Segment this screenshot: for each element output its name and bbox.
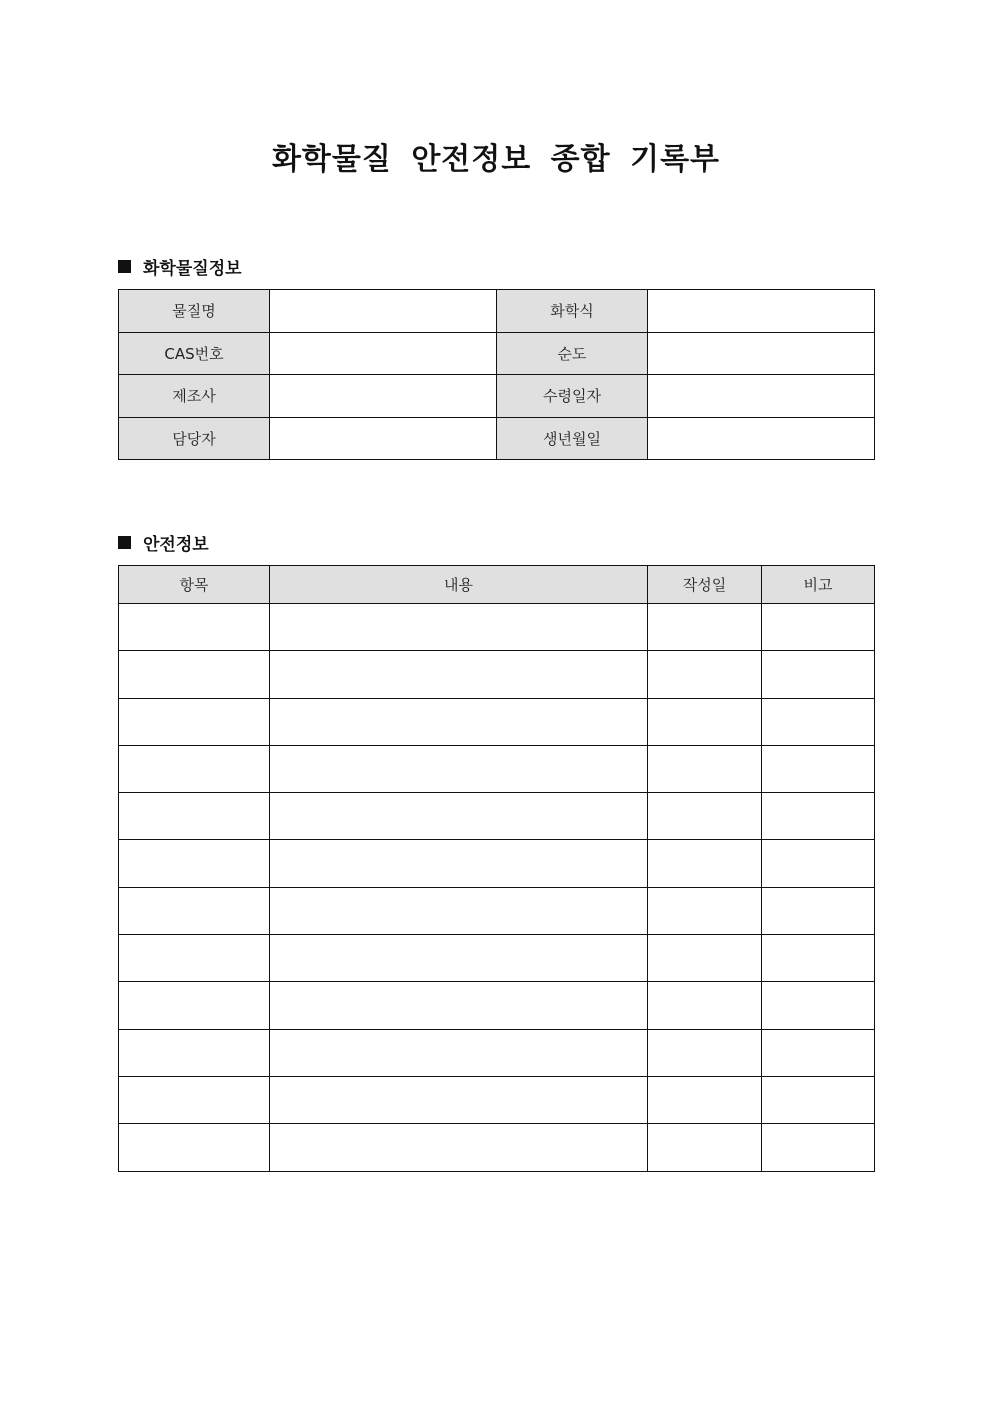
field-value-input[interactable] [270, 375, 497, 418]
date-cell[interactable] [648, 651, 762, 698]
field-value-input[interactable] [270, 290, 497, 333]
content-cell[interactable] [270, 840, 648, 887]
chemical-info-table [118, 289, 875, 460]
content-cell[interactable] [270, 1124, 648, 1171]
content-cell[interactable] [270, 1076, 648, 1123]
note-cell[interactable] [762, 1124, 875, 1171]
date-cell[interactable] [648, 698, 762, 745]
note-cell[interactable] [762, 745, 875, 792]
item-cell[interactable] [119, 698, 270, 745]
content-cell[interactable] [270, 793, 648, 840]
note-cell[interactable] [762, 793, 875, 840]
field-value-input[interactable] [648, 332, 875, 375]
field-value-input[interactable] [270, 417, 497, 460]
square-bullet-icon [118, 260, 131, 273]
table-row [119, 1076, 875, 1123]
table-row [119, 745, 875, 792]
content-cell[interactable] [270, 982, 648, 1029]
column-header-note: 비고 [762, 566, 875, 604]
content-cell[interactable] [270, 887, 648, 934]
field-label: 물질명 [119, 290, 270, 333]
table-row [119, 1029, 875, 1076]
table-row [119, 604, 875, 651]
note-cell[interactable] [762, 840, 875, 887]
note-cell[interactable] [762, 604, 875, 651]
table-row [119, 887, 875, 934]
content-cell[interactable] [270, 1029, 648, 1076]
item-cell[interactable] [119, 745, 270, 792]
table-row [119, 332, 875, 375]
field-label: CAS번호 [119, 332, 270, 375]
table-row [119, 935, 875, 982]
note-cell[interactable] [762, 935, 875, 982]
table-header-row [119, 566, 875, 604]
field-value-input[interactable] [648, 290, 875, 333]
item-cell[interactable] [119, 1124, 270, 1171]
item-cell[interactable] [119, 604, 270, 651]
table-row [119, 375, 875, 418]
column-header-content: 내용 [270, 566, 648, 604]
note-cell[interactable] [762, 982, 875, 1029]
content-cell[interactable] [270, 604, 648, 651]
date-cell[interactable] [648, 1076, 762, 1123]
note-cell[interactable] [762, 1076, 875, 1123]
field-value-input[interactable] [648, 375, 875, 418]
section-heading-safety-info [118, 530, 209, 555]
field-value-input[interactable] [270, 332, 497, 375]
table-row [119, 1124, 875, 1171]
item-cell[interactable] [119, 793, 270, 840]
date-cell[interactable] [648, 604, 762, 651]
date-cell[interactable] [648, 793, 762, 840]
field-value-input[interactable] [648, 417, 875, 460]
table-row [119, 651, 875, 698]
table-row [119, 698, 875, 745]
date-cell[interactable] [648, 887, 762, 934]
content-cell[interactable] [270, 698, 648, 745]
date-cell[interactable] [648, 935, 762, 982]
item-cell[interactable] [119, 840, 270, 887]
item-cell[interactable] [119, 1076, 270, 1123]
table-row [119, 290, 875, 333]
table-row [119, 982, 875, 1029]
content-cell[interactable] [270, 935, 648, 982]
section-heading-chemical-info [118, 254, 242, 279]
field-label: 생년월일 [497, 417, 648, 460]
field-label: 담당자 [119, 417, 270, 460]
table-row [119, 793, 875, 840]
content-cell[interactable] [270, 745, 648, 792]
note-cell[interactable] [762, 887, 875, 934]
note-cell[interactable] [762, 698, 875, 745]
date-cell[interactable] [648, 840, 762, 887]
date-cell[interactable] [648, 1029, 762, 1076]
date-cell[interactable] [648, 1124, 762, 1171]
document-title: 화학물질 안전정보 종합 기록부 [271, 142, 721, 177]
table-row [119, 417, 875, 460]
safety-info-table [118, 565, 875, 1172]
field-label: 수령일자 [497, 375, 648, 418]
item-cell[interactable] [119, 982, 270, 1029]
column-header-date: 작성일 [648, 566, 762, 604]
item-cell[interactable] [119, 1029, 270, 1076]
section-heading-label: 화학물질정보 [143, 259, 242, 279]
content-cell[interactable] [270, 651, 648, 698]
column-header-item: 항목 [119, 566, 270, 604]
table-row [119, 840, 875, 887]
field-label: 제조사 [119, 375, 270, 418]
item-cell[interactable] [119, 651, 270, 698]
date-cell[interactable] [648, 745, 762, 792]
date-cell[interactable] [648, 982, 762, 1029]
field-label: 화학식 [497, 290, 648, 333]
field-label: 순도 [497, 332, 648, 375]
item-cell[interactable] [119, 887, 270, 934]
section-heading-label: 안전정보 [143, 535, 209, 555]
note-cell[interactable] [762, 651, 875, 698]
item-cell[interactable] [119, 935, 270, 982]
square-bullet-icon [118, 536, 131, 549]
note-cell[interactable] [762, 1029, 875, 1076]
